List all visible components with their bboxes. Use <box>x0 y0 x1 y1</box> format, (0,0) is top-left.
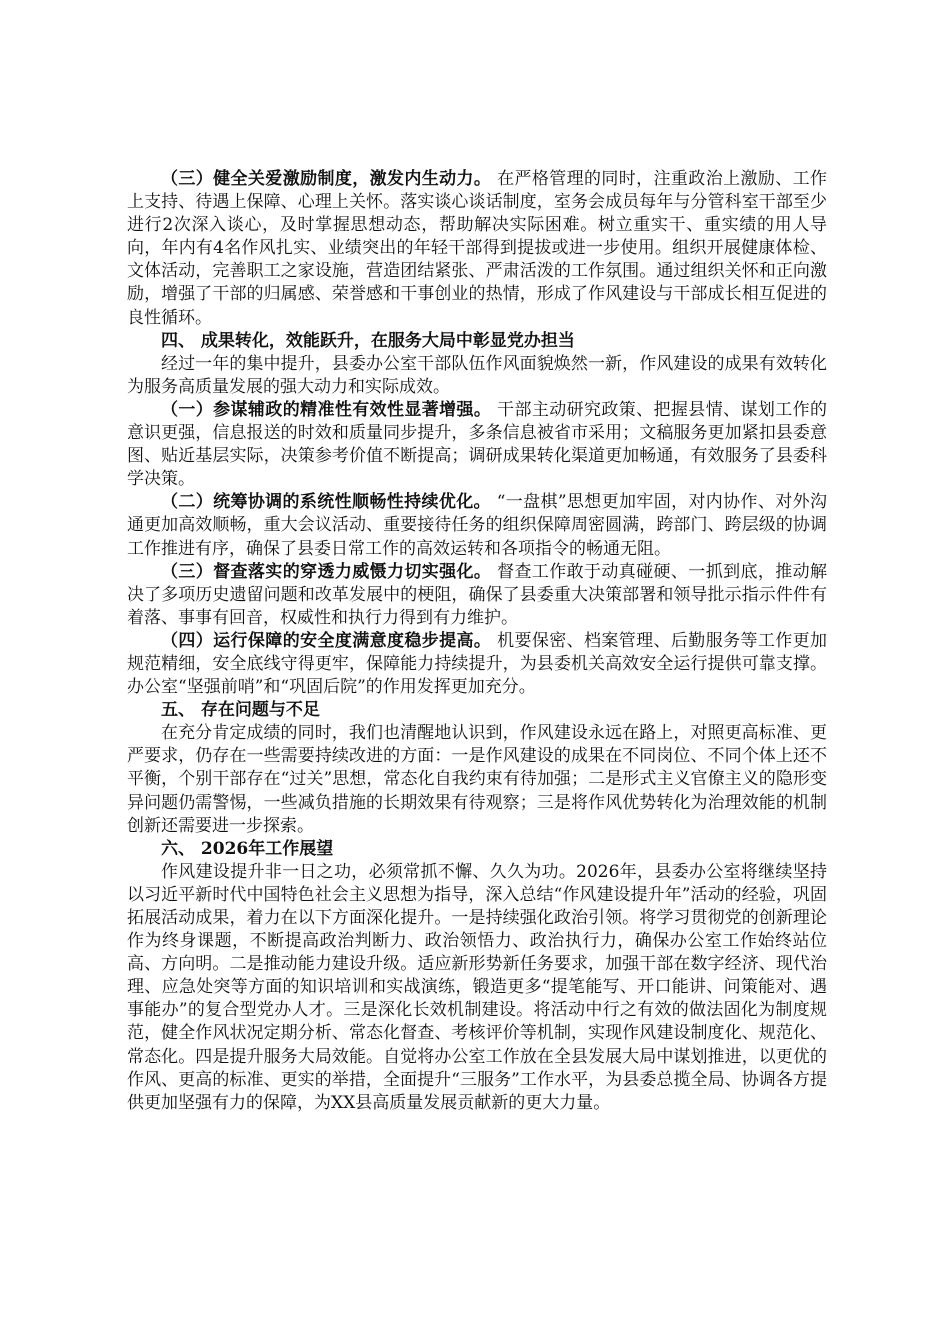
section-heading-4: 四、 成果转化，效能跃升，在服务大局中彰显党办担当 <box>161 330 575 351</box>
paragraph-text: 干部主动研究政策、把握县情、谋划工作的意识更强，信息报送的时效和质量同步提升，多条信息被省市采用；文稿服务更加紧扣县委意图、贴近基层实际，决策参考价值不断提高；调研成果转化渠道更加畅通，有效服务了县委科学决策。 <box>127 399 827 490</box>
paragraph-intro-4 <box>127 353 827 399</box>
paragraph-outlook <box>127 861 827 1115</box>
paragraph-text: 机要保密、档案管理、后勤服务等工作更加规范精细，安全底线守得更牢，保障能力持续提升，为县委机关高效安全运行提供可靠支撑。办公室“坚强前哨”和“巩固后院”的作用发挥更加充分。 <box>127 630 827 698</box>
paragraph-problems <box>127 722 827 837</box>
paragraph-lead: （三）督查落实的穿透力威慑力切实强化。 <box>161 561 492 582</box>
paragraph-care-incentive <box>127 168 827 330</box>
paragraph-advisory <box>127 399 827 491</box>
paragraph-lead: （一）参谋辅政的精准性有效性显著增强。 <box>161 399 492 420</box>
paragraph-lead: （二）统筹协调的系统性顺畅性持续优化。 <box>161 492 491 513</box>
section-heading-5: 五、 存在问题与不足 <box>161 700 320 721</box>
paragraph-text: 督查工作敢于动真碰硬、一抓到底，推动解决了多项历史遗留问题和改革发展中的梗阻，确保了县委重大决策部署和领导批示指示件件有着落、事事有回音，权威性和执行力得到有力维护。 <box>127 561 827 628</box>
paragraph-text: 在严格管理的同时，注重政治上激励、工作上支持、待遇上保障、心理上关怀。落实谈心谈话制度，室务会成员每年与分管科室干部至少进行2次深入谈心，及时掌握思想动态，帮助解决实际困难。树立重实干、重实绩的用人导向，年内有4名作风扎实、业绩突出的年轻干部得到提拔或进一步使用。组织开展健康体检、文体活动，完善职工之家设施，营造团结紧张、严肃活泼的工作氛围。通过组织关怀和正向激励，增强了干部的归属感、荣誉感和干事创业的热情，形成了作风建设与干部成长相互促进的良性循环。 <box>127 169 827 328</box>
paragraph-coordination <box>127 491 827 560</box>
paragraph-text: “一盘棋”思想更加牢固，对内协作、对外沟通更加高效顺畅，重大会议活动、重要接待任务的组织保障周密圆满，跨部门、跨层级的协调工作推进有序，确保了县委日常工作的高效运转和各项指令的畅通无阻。 <box>127 492 827 559</box>
section-heading-6: 六、 2026年工作展望 <box>161 838 334 859</box>
paragraph-text: 在充分肯定成绩的同时，我们也清醒地认识到，作风建设永远在路上，对照更高标准、更严要求，仍存在一些需要持续改进的方面：一是作风建设的成果在不同岗位、不同个体上还不平衡，个别干部存在“过关”思想，常态化自我约束有待加强；二是形式主义官僚主义的隐形变异问题仍需警惕，一些减负措施的长期效果有待观察；三是将作风优势转化为治理效能的机制创新还需要进一步探索。 <box>127 723 827 836</box>
paragraph-lead: （四）运行保障的安全度满意度稳步提高。 <box>161 630 492 651</box>
paragraph-lead: （三）健全关爱激励制度，激发内生动力。 <box>161 169 492 189</box>
document-page <box>127 168 827 1115</box>
paragraph-supervision <box>127 561 827 630</box>
paragraph-text: 作风建设提升非一日之功，必须常抓不懈、久久为功。2026年，县委办公室将继续坚持以习近平新时代中国特色社会主义思想为指导，深入总结“作风建设提升年”活动的经验，巩固拓展活动成果，着力在以下方面深化提升。一是持续强化政治引领。将学习贯彻党的创新理论作为终身课题，不断提高政治判断力、政治领悟力、政治执行力，确保办公室工作始终站位高、方向明。二是推动能力建设升级。适应新形势新任务要求，加强干部在数字经济、现代治理、应急处突等方面的知识培训和实战演练，锻造更多“提笔能写、开口能讲、问策能对、遇事能办”的复合型党办人才。三是深化长效机制建设。将活动中行之有效的做法固化为制度规范，健全作风状况定期分析、常态化督查、考核评价等机制，实现作风建设制度化、规范化、常态化。四是提升服务大局效能。自觉将办公室工作放在全县发展大局中谋划推进，以更优的作风、更高的标准、更实的举措，全面提升“三服务”工作水平，为县委总揽全局、协调各方提供更加坚强有力的保障，为XX县高质量发展贡献新的更大力量。 <box>127 861 827 1113</box>
paragraph-operation <box>127 630 827 699</box>
paragraph-text: 经过一年的集中提升，县委办公室干部队伍作风面貌焕然一新，作风建设的成果有效转化为服务高质量发展的强大动力和实际成效。 <box>127 353 827 397</box>
